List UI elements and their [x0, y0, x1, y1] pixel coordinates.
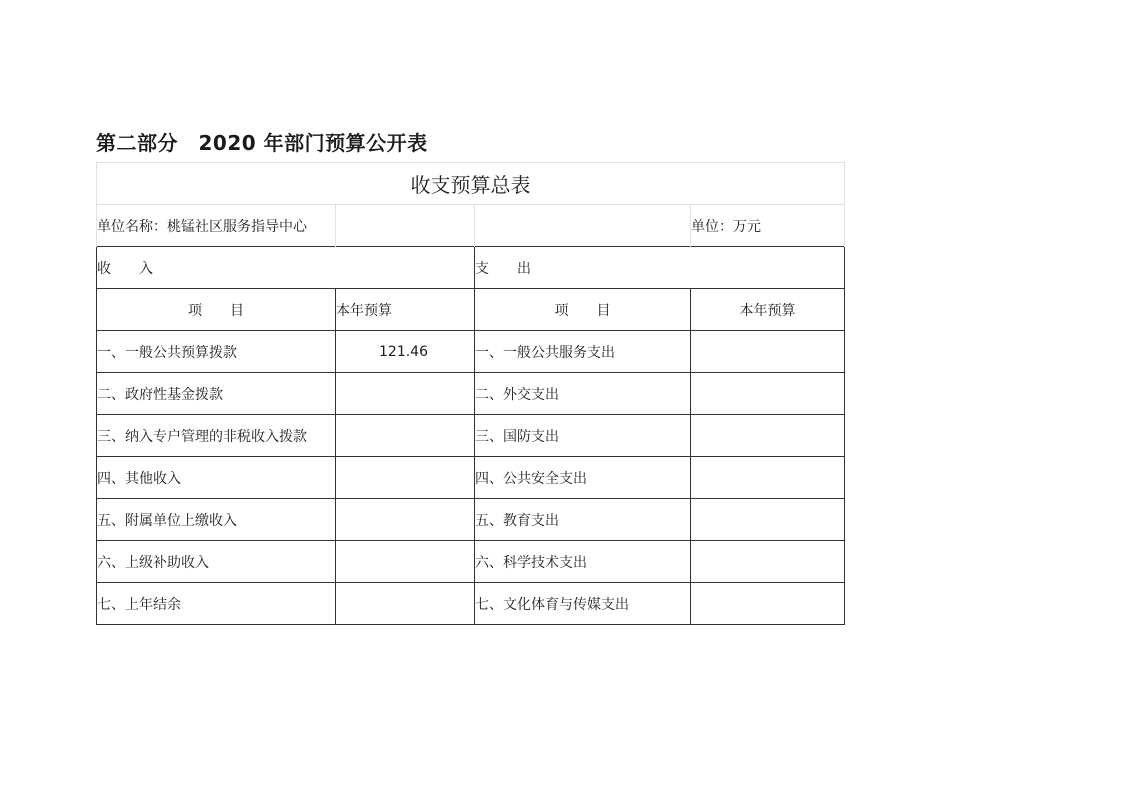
income-item: 六、上级补助收入 [97, 541, 336, 583]
expense-value [691, 331, 845, 373]
expense-value [691, 373, 845, 415]
table-row [97, 373, 845, 415]
expense-budget-column-header: 本年预算 [691, 289, 845, 331]
table-row [97, 331, 845, 373]
expense-value [691, 499, 845, 541]
expense-value [691, 583, 845, 625]
income-item: 二、政府性基金拨款 [97, 373, 336, 415]
unit-name-label: 单位名称：桃锰社区服务指导中心 [97, 205, 336, 247]
income-item: 四、其他收入 [97, 457, 336, 499]
income-value [336, 499, 475, 541]
income-value: 121.46 [336, 331, 475, 373]
expense-item: 四、公共安全支出 [475, 457, 691, 499]
expense-item: 三、国防支出 [475, 415, 691, 457]
table-row [97, 499, 845, 541]
page-heading: 第二部分 2020 年部门预算公开表 [96, 131, 428, 155]
unit-row-blank [475, 205, 691, 247]
income-item-column-header: 项 目 [97, 289, 336, 331]
table-title: 收支预算总表 [97, 163, 845, 205]
income-budget-column-header: 本年预算 [336, 289, 475, 331]
expense-value [691, 457, 845, 499]
income-value [336, 373, 475, 415]
income-value [336, 457, 475, 499]
expense-item: 七、文化体育与传媒支出 [475, 583, 691, 625]
table-row [97, 415, 845, 457]
expense-section-header: 支 出 [475, 247, 845, 289]
table-row [97, 457, 845, 499]
income-value [336, 415, 475, 457]
income-value [336, 583, 475, 625]
table-row [97, 541, 845, 583]
income-item: 三、纳入专户管理的非税收入拨款 [97, 415, 336, 457]
income-item: 一、一般公共预算拨款 [97, 331, 336, 373]
unit-row-blank [336, 205, 475, 247]
income-item: 七、上年结余 [97, 583, 336, 625]
table-row [97, 583, 845, 625]
expense-item: 一、一般公共服务支出 [475, 331, 691, 373]
expense-value [691, 415, 845, 457]
expense-item: 二、外交支出 [475, 373, 691, 415]
budget-summary-table [96, 162, 845, 625]
expense-item: 五、教育支出 [475, 499, 691, 541]
income-value [336, 541, 475, 583]
unit-label: 单位：万元 [691, 205, 845, 247]
expense-item: 六、科学技术支出 [475, 541, 691, 583]
expense-value [691, 541, 845, 583]
expense-item-column-header: 项 目 [475, 289, 691, 331]
income-section-header: 收 入 [97, 247, 475, 289]
income-item: 五、附属单位上缴收入 [97, 499, 336, 541]
